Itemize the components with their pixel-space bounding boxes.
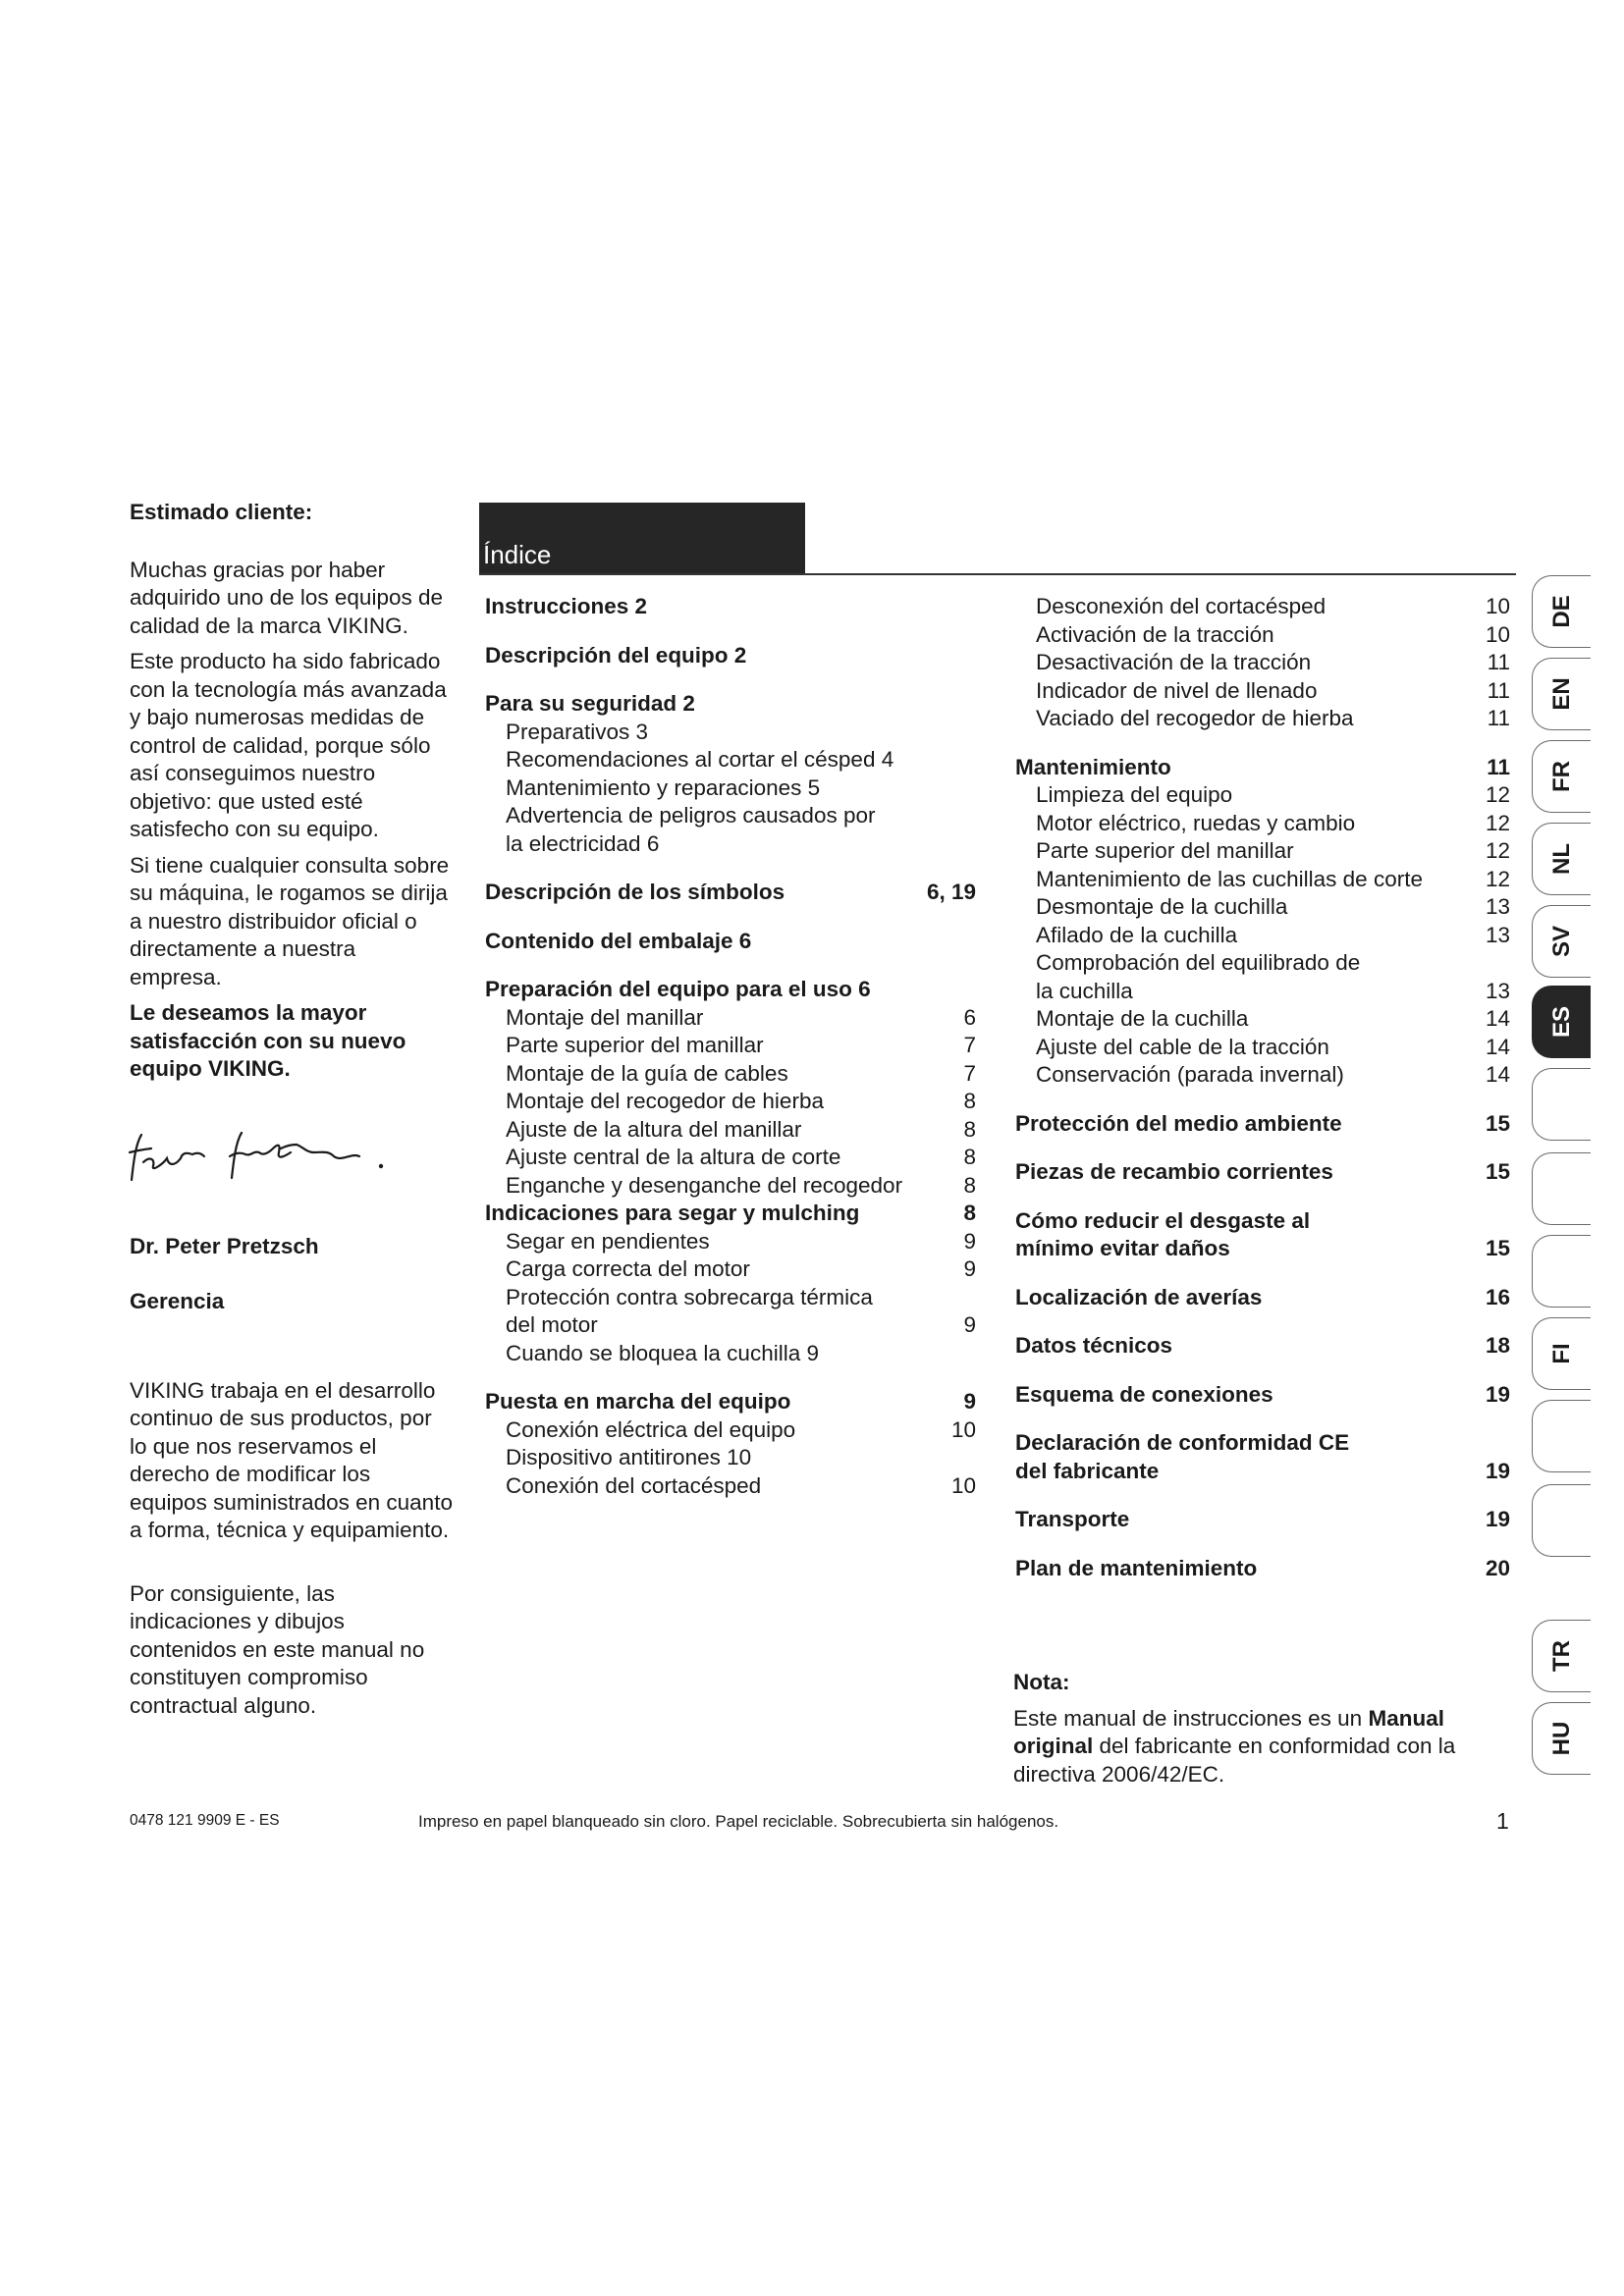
toc-entry-label: Afilado de la cuchilla (1036, 922, 1238, 947)
toc-entry-page: 9 (963, 1228, 976, 1254)
toc-entry-page: 6 (963, 1004, 976, 1030)
signer-role: Gerencia (130, 1289, 225, 1313)
letter-paragraph: Este producto ha sido fabricado con la tecnología más avanzada y bajo numerosas medidas de control de calidad, porque sólo así conseguimos nuestro objetivo: que usted esté satisfecho con su equipo. (130, 649, 447, 841)
toc-entry-label: Para su seguridad 2 (485, 691, 695, 716)
toc-entry-page: 12 (1485, 838, 1510, 863)
toc-entry (485, 1255, 976, 1284)
language-tab-label: FR (1547, 761, 1575, 792)
language-tab[interactable] (1532, 986, 1591, 1058)
toc-column-middle (485, 593, 976, 1500)
toc-entry (1015, 893, 1510, 922)
toc-entry-page: 10 (950, 1472, 976, 1498)
toc-entry-label: Contenido del embalaje 6 (485, 928, 752, 953)
toc-entry-label: Mantenimiento de las cuchillas de corte (1036, 866, 1423, 891)
toc-entry-label: la cuchilla (1036, 978, 1133, 1003)
toc-entry-label: Mantenimiento (1015, 754, 1171, 779)
note-heading: Nota: (1013, 1670, 1070, 1694)
language-tab[interactable] (1532, 1484, 1591, 1557)
toc-entry-page: 11 (1487, 677, 1510, 703)
toc-entry-page: 15 (1485, 1110, 1510, 1136)
note-text-bold: Manual original (1013, 1705, 1444, 1758)
toc-entry (485, 1228, 976, 1256)
language-tab-label: NL (1547, 843, 1575, 875)
letter-paragraph: Si tiene cualquier consulta sobre su máquina, le rogamos se dirija a nuestro distribuidor oficial o directamente a nuestra empresa. (130, 852, 450, 989)
toc-entry-label: Conexión eléctrica del equipo (506, 1416, 796, 1442)
toc-entry-label: Comprobación del equilibrado de (1036, 950, 1361, 975)
toc-column-right (1015, 593, 1510, 1582)
toc-entry-page: 7 (963, 1060, 976, 1086)
language-tab-label: TR (1547, 1640, 1575, 1672)
language-tabs (1532, 575, 1593, 1778)
document-code: 0478 121 9909 E - ES (130, 1812, 280, 1829)
toc-entry-label: Ajuste de la altura del manillar (506, 1116, 802, 1142)
toc-entry-page: 11 (1487, 650, 1510, 674)
toc-entry (485, 1388, 976, 1416)
note-box (1013, 1669, 1504, 1789)
toc-entry-label: del fabricante (1015, 1458, 1160, 1483)
language-tab[interactable] (1532, 658, 1591, 730)
toc-entry (1015, 1332, 1510, 1361)
toc-entry-label: Limpieza del equipo (1036, 782, 1233, 807)
toc-entry-page: 13 (1485, 922, 1510, 947)
toc-entry (485, 746, 976, 774)
closing-text: Le deseamos la mayor satisfacción con su nuevo equipo VIKING. (130, 1000, 406, 1081)
toc-entry-page: 18 (1485, 1333, 1510, 1358)
language-tab[interactable] (1532, 1620, 1591, 1692)
toc-entry (1015, 978, 1510, 1006)
toc-entry (485, 1284, 976, 1312)
toc-entry-page: 15 (1485, 1236, 1510, 1260)
toc-entry (1015, 837, 1510, 866)
toc-entry-label: Desactivación de la tracción (1036, 650, 1312, 674)
toc-entry (1015, 1506, 1510, 1534)
language-tab-label: ES (1547, 1005, 1575, 1039)
toc-entry-label: Protección contra sobrecarga térmica (506, 1284, 873, 1309)
signer-name: Dr. Peter Pretzsch (130, 1233, 319, 1258)
toc-entry-label: Desconexión del cortacésped (1036, 594, 1326, 618)
toc-entry-label: Cómo reducir el desgaste al (1015, 1207, 1311, 1233)
language-tab[interactable] (1532, 1152, 1591, 1225)
toc-entry-label: Carga correcta del motor (506, 1256, 750, 1281)
toc-entry (485, 1340, 976, 1368)
toc-entry-page: 14 (1485, 1006, 1510, 1031)
toc-entry-page: 8 (963, 1145, 976, 1169)
toc-entry (485, 1060, 976, 1089)
toc-entry (485, 1032, 976, 1060)
toc-entry (485, 593, 976, 621)
toc-entry-page: 16 (1485, 1284, 1510, 1309)
toc-entry-label: Segar en pendientes (506, 1228, 710, 1254)
toc-entry (1015, 1005, 1510, 1034)
toc-entry (1015, 922, 1510, 950)
toc-entry (1015, 754, 1510, 782)
toc-entry-page: 8 (963, 1116, 976, 1142)
signature-image (124, 1123, 458, 1192)
language-tab[interactable] (1532, 1400, 1591, 1472)
toc-entry (1015, 781, 1510, 810)
toc-entry-label: Montaje de la guía de cables (506, 1060, 788, 1086)
toc-entry-page: 11 (1487, 706, 1510, 730)
toc-entry-page: 9 (963, 1312, 976, 1337)
toc-entry-label: Dispositivo antitirones 10 (506, 1445, 752, 1469)
toc-entry (1015, 949, 1510, 978)
toc-entry-label: Esquema de conexiones (1015, 1381, 1273, 1407)
toc-entry-page: 7 (963, 1033, 976, 1057)
toc-entry (1015, 1235, 1510, 1263)
language-tab-label: FI (1547, 1343, 1575, 1364)
language-tab-label: HU (1547, 1721, 1575, 1756)
toc-entry-page: 8 (963, 1089, 976, 1113)
toc-entry (1015, 705, 1510, 733)
page-number: 1 (1496, 1808, 1509, 1834)
toc-entry (1015, 810, 1510, 838)
toc-entry-label: Piezas de recambio corrientes (1015, 1159, 1333, 1184)
language-tab[interactable] (1532, 575, 1591, 648)
toc-entry-label: Ajuste del cable de la tracción (1036, 1034, 1329, 1059)
toc-entry-label: Instrucciones 2 (485, 594, 648, 618)
language-tab[interactable] (1532, 905, 1591, 978)
toc-entry (485, 642, 976, 670)
toc-entry (1015, 1458, 1510, 1486)
toc-entry-label: Descripción del equipo 2 (485, 642, 747, 667)
toc-entry-label: Parte superior del manillar (506, 1033, 764, 1057)
toc-entry-label: Puesta en marcha del equipo (485, 1389, 791, 1414)
toc-entry (485, 879, 976, 907)
language-tab-label: SV (1547, 925, 1575, 958)
toc-entry-label: Parte superior del manillar (1036, 838, 1294, 863)
toc-entry-page: 10 (950, 1416, 976, 1442)
toc-entry-page: 12 (1485, 810, 1510, 835)
letter-paragraph: Muchas gracias por haber adquirido uno de los equipos de calidad de la marca VIKING. (130, 557, 443, 638)
toc-entry-page: 10 (1485, 621, 1510, 647)
toc-entry (1015, 1061, 1510, 1090)
toc-entry-page: 9 (963, 1389, 976, 1414)
toc-entry-page: 19 (1485, 1507, 1510, 1531)
toc-entry-label: Recomendaciones al cortar el césped 4 (506, 747, 894, 772)
toc-entry (485, 830, 976, 859)
toc-entry (485, 1144, 976, 1172)
footer-note: Impreso en papel blanqueado sin cloro. Papel reciclable. Sobrecubierta sin halógenos. (418, 1812, 1059, 1831)
toc-entry (1015, 677, 1510, 706)
toc-entry (485, 1311, 976, 1340)
toc-entry (485, 719, 976, 747)
toc-entry-label: Enganche y desenganche del recogedor (506, 1172, 903, 1198)
toc-entry-page: 12 (1485, 782, 1510, 807)
toc-entry (1015, 1555, 1510, 1583)
toc-entry (485, 1200, 976, 1228)
toc-entry-label: Indicador de nivel de llenado (1036, 677, 1318, 703)
toc-entry-label: Transporte (1015, 1507, 1130, 1531)
toc-entry-label: del motor (506, 1312, 598, 1337)
toc-entry-label: Montaje del recogedor de hierba (506, 1089, 824, 1113)
language-tab-label: EN (1547, 677, 1575, 711)
language-tab[interactable] (1532, 1235, 1591, 1308)
language-tab-label: DE (1547, 595, 1575, 628)
language-tab[interactable] (1532, 1068, 1591, 1141)
toc-entry (1015, 1284, 1510, 1312)
toc-entry-label: Mantenimiento y reparaciones 5 (506, 774, 821, 800)
toc-entry (485, 1116, 976, 1145)
toc-entry (1015, 593, 1510, 621)
toc-entry-label: la electricidad 6 (506, 830, 660, 856)
toc-entry (485, 928, 976, 956)
toc-entry-label: Cuando se bloquea la cuchilla 9 (506, 1340, 819, 1365)
toc-entry (1015, 1381, 1510, 1410)
toc-entry-label: Desmontaje de la cuchilla (1036, 894, 1288, 919)
toc-entry-page: 19 (1485, 1458, 1510, 1483)
toc-entry (485, 1416, 976, 1445)
toc-entry (485, 976, 976, 1004)
toc-entry (1015, 1158, 1510, 1187)
toc-entry-page: 8 (963, 1201, 976, 1225)
toc-entry (1015, 621, 1510, 650)
language-tab[interactable] (1532, 1702, 1591, 1775)
toc-entry (1015, 1207, 1510, 1236)
toc-entry-label: mínimo evitar daños (1015, 1236, 1230, 1260)
toc-entry-label: Preparativos 3 (506, 719, 649, 744)
toc-entry-label: Protección del medio ambiente (1015, 1110, 1342, 1136)
toc-entry-label: Ajuste central de la altura de corte (506, 1145, 841, 1169)
toc-entry-page: 19 (1485, 1381, 1510, 1407)
toc-entry (1015, 1034, 1510, 1062)
toc-entry (485, 690, 976, 719)
toc-entry (1015, 1110, 1510, 1139)
toc-entry-page: 11 (1487, 754, 1510, 779)
toc-entry (1015, 649, 1510, 677)
toc-entry-label: Montaje del manillar (506, 1004, 704, 1030)
toc-entry-page: 14 (1485, 1062, 1510, 1087)
language-tab[interactable] (1532, 823, 1591, 895)
toc-entry-page: 12 (1485, 866, 1510, 891)
toc-entry (485, 1444, 976, 1472)
toc-entry-label: Declaración de conformidad CE (1015, 1430, 1350, 1455)
toc-entry-page: 14 (1485, 1034, 1510, 1059)
toc-entry (485, 1004, 976, 1033)
language-tab[interactable] (1532, 1317, 1591, 1390)
toc-entry-page: 8 (963, 1172, 976, 1198)
toc-entry (485, 1172, 976, 1201)
toc-entry (485, 774, 976, 803)
language-tab[interactable] (1532, 740, 1591, 813)
toc-entry-label: Descripción de los símbolos (485, 880, 785, 904)
toc-entry-label: Plan de mantenimiento (1015, 1555, 1258, 1580)
note-text-end: del fabricante en conformidad con la directiva 2006/42/EC. (1013, 1734, 1456, 1787)
toc-entry (485, 1088, 976, 1116)
toc-entry-label: Activación de la tracción (1036, 621, 1274, 647)
note-text (1013, 1705, 1504, 1789)
toc-entry-page: 15 (1485, 1159, 1510, 1184)
toc-entry-page: 9 (963, 1256, 976, 1281)
toc-entry-page: 13 (1485, 894, 1510, 919)
toc-entry-label: Montaje de la cuchilla (1036, 1006, 1249, 1031)
toc-entry-label: Datos técnicos (1015, 1333, 1173, 1358)
header-rule (479, 573, 1516, 575)
toc-entry (485, 1472, 976, 1501)
toc-entry-label: Conexión del cortacésped (506, 1472, 762, 1498)
toc-entry-label: Indicaciones para segar y mulching (485, 1201, 860, 1225)
toc-entry-label: Vaciado del recogedor de hierba (1036, 706, 1354, 730)
toc-entry (1015, 866, 1510, 894)
letter-column (130, 499, 454, 1720)
notice-text: VIKING trabaja en el desarrollo continuo de sus productos, por lo que nos reservamos el derecho de modificar los equipos suministrados en cuanto a forma, técnica y equipamiento. (130, 1377, 453, 1542)
toc-entry-label: Preparación del equipo para el uso 6 (485, 977, 871, 1001)
greeting: Estimado cliente: (130, 500, 313, 524)
index-header-bar (479, 503, 805, 573)
note-text-start: Este manual de instrucciones es un (1013, 1705, 1369, 1731)
toc-entry-label: Advertencia de peligros causados por (506, 803, 876, 828)
toc-entry (1015, 1429, 1510, 1458)
toc-entry (485, 802, 976, 830)
index-title: Índice (483, 540, 552, 569)
toc-entry-page: 10 (1485, 594, 1510, 618)
toc-entry-label: Motor eléctrico, ruedas y cambio (1036, 810, 1356, 835)
toc-entry-page: 13 (1485, 978, 1510, 1003)
toc-entry-page: 20 (1485, 1555, 1510, 1580)
notice-text: Por consiguiente, las indicaciones y dibujos contenidos en este manual no constituyen compromiso contractual alguno. (130, 1580, 425, 1718)
toc-entry-page: 6, 19 (926, 880, 976, 904)
toc-entry-label: Localización de averías (1015, 1284, 1263, 1309)
toc-entry-label: Conservación (parada invernal) (1036, 1062, 1344, 1087)
